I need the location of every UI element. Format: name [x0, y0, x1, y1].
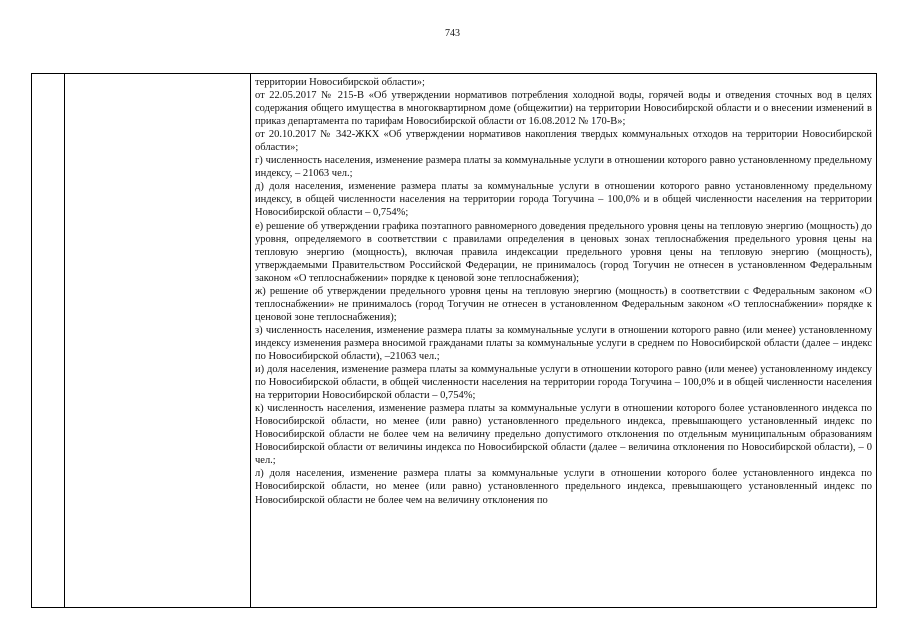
paragraph: от 20.10.2017 № 342-ЖКХ «Об утверждении нормативов накопления твердых коммунальных отходов на территории Новосибирской области»;	[255, 129, 872, 154]
paragraph: е) решение об утверждении графика поэтапного равномерного доведения предельного уровня цены на тепловую энергию (мощность) до уровня, определяемого в соответствии с правилами определения в ценовых зонах теплоснабжения предельного уровня цены на тепловую энергию (мощность), включая правила индексации предельного уровня цены на тепловую энергию (мощность), утверждаемыми Правительством Российской Федерации, не принималось (город Тогучин не отнесен в установленном Федеральным законом «О теплоснабжении» порядке к ценовой зоне теплоснабжения);	[255, 220, 872, 284]
document-table	[31, 73, 877, 608]
paragraph: от 22.05.2017 № 215-В «Об утверждении нормативов потребления холодной воды, горячей воды и отведения сточных вод в целях содержания общего имущества в многоквартирном доме (общежитии) на территории Новосибирской области и о внесении изменений в приказ департамента по тарифам Новосибирской области от 16.08.2012 № 170-В»;	[255, 90, 872, 128]
number-cell	[32, 74, 65, 608]
table-row	[32, 74, 877, 608]
page-number: 743	[445, 28, 460, 39]
paragraph: г) численность населения, изменение размера платы за коммунальные услуги в отношении которого равно установленному предельному индексу, – 21063 чел.;	[255, 155, 872, 180]
paragraph: ж) решение об утверждении предельного уровня цены на тепловую энергию (мощность) в соответствии с Федеральным законом «О теплоснабжении» не принималось (город Тогучин не отнесен в установленном Федеральным законом «О теплоснабжении» порядке к ценовой зоне теплоснабжения);	[255, 285, 872, 323]
paragraph: д) доля населения, изменение размера платы за коммунальные услуги в отношении которого равно установленному предельному индексу, в общей численности населения на территории города Тогучина – 100,0% и в общей численности населения на территории Новосибирской области – 0,754%;	[255, 181, 872, 219]
paragraph: и) доля населения, изменение размера платы за коммунальные услуги в отношении которого равно (или менее) установленному индексу по Новосибирской области, в общей численности населения на территории города Тогучина – 100,0% и в общей численности населения на территории Новосибирской области – 0,754%;	[255, 364, 872, 402]
content-cell	[251, 74, 877, 608]
paragraph: к) численность населения, изменение размера платы за коммунальные услуги в отношении которого более установленного индекса по Новосибирской области, но менее (или равно) установленного предельного индекса, превышающего установленный индекс по Новосибирской области не более чем на величину предельно допустимого отклонения по отдельным муниципальным образованиям Новосибирской области от величины индекса по Новосибирской области (далее – величина отклонения по Новосибирской области), – 0 чел.;	[255, 403, 872, 467]
paragraph: территории Новосибирской области»;	[255, 77, 425, 88]
paragraph: з) численность населения, изменение размера платы за коммунальные услуги в отношении которого равно (или менее) установленному индексу изменения размера вносимой гражданами платы за коммунальные услуги в среднем по Новосибирской области (далее – индекс по Новосибирской области), –21063 чел.;	[255, 324, 872, 362]
paragraph: л) доля населения, изменение размера платы за коммунальные услуги в отношении которого более установленного индекса по Новосибирской области, но менее (или равно) установленного предельного индекса, превышающего установленный индекс по Новосибирской области не более чем на величину отклонения по	[255, 468, 872, 506]
indicator-cell	[65, 74, 251, 608]
